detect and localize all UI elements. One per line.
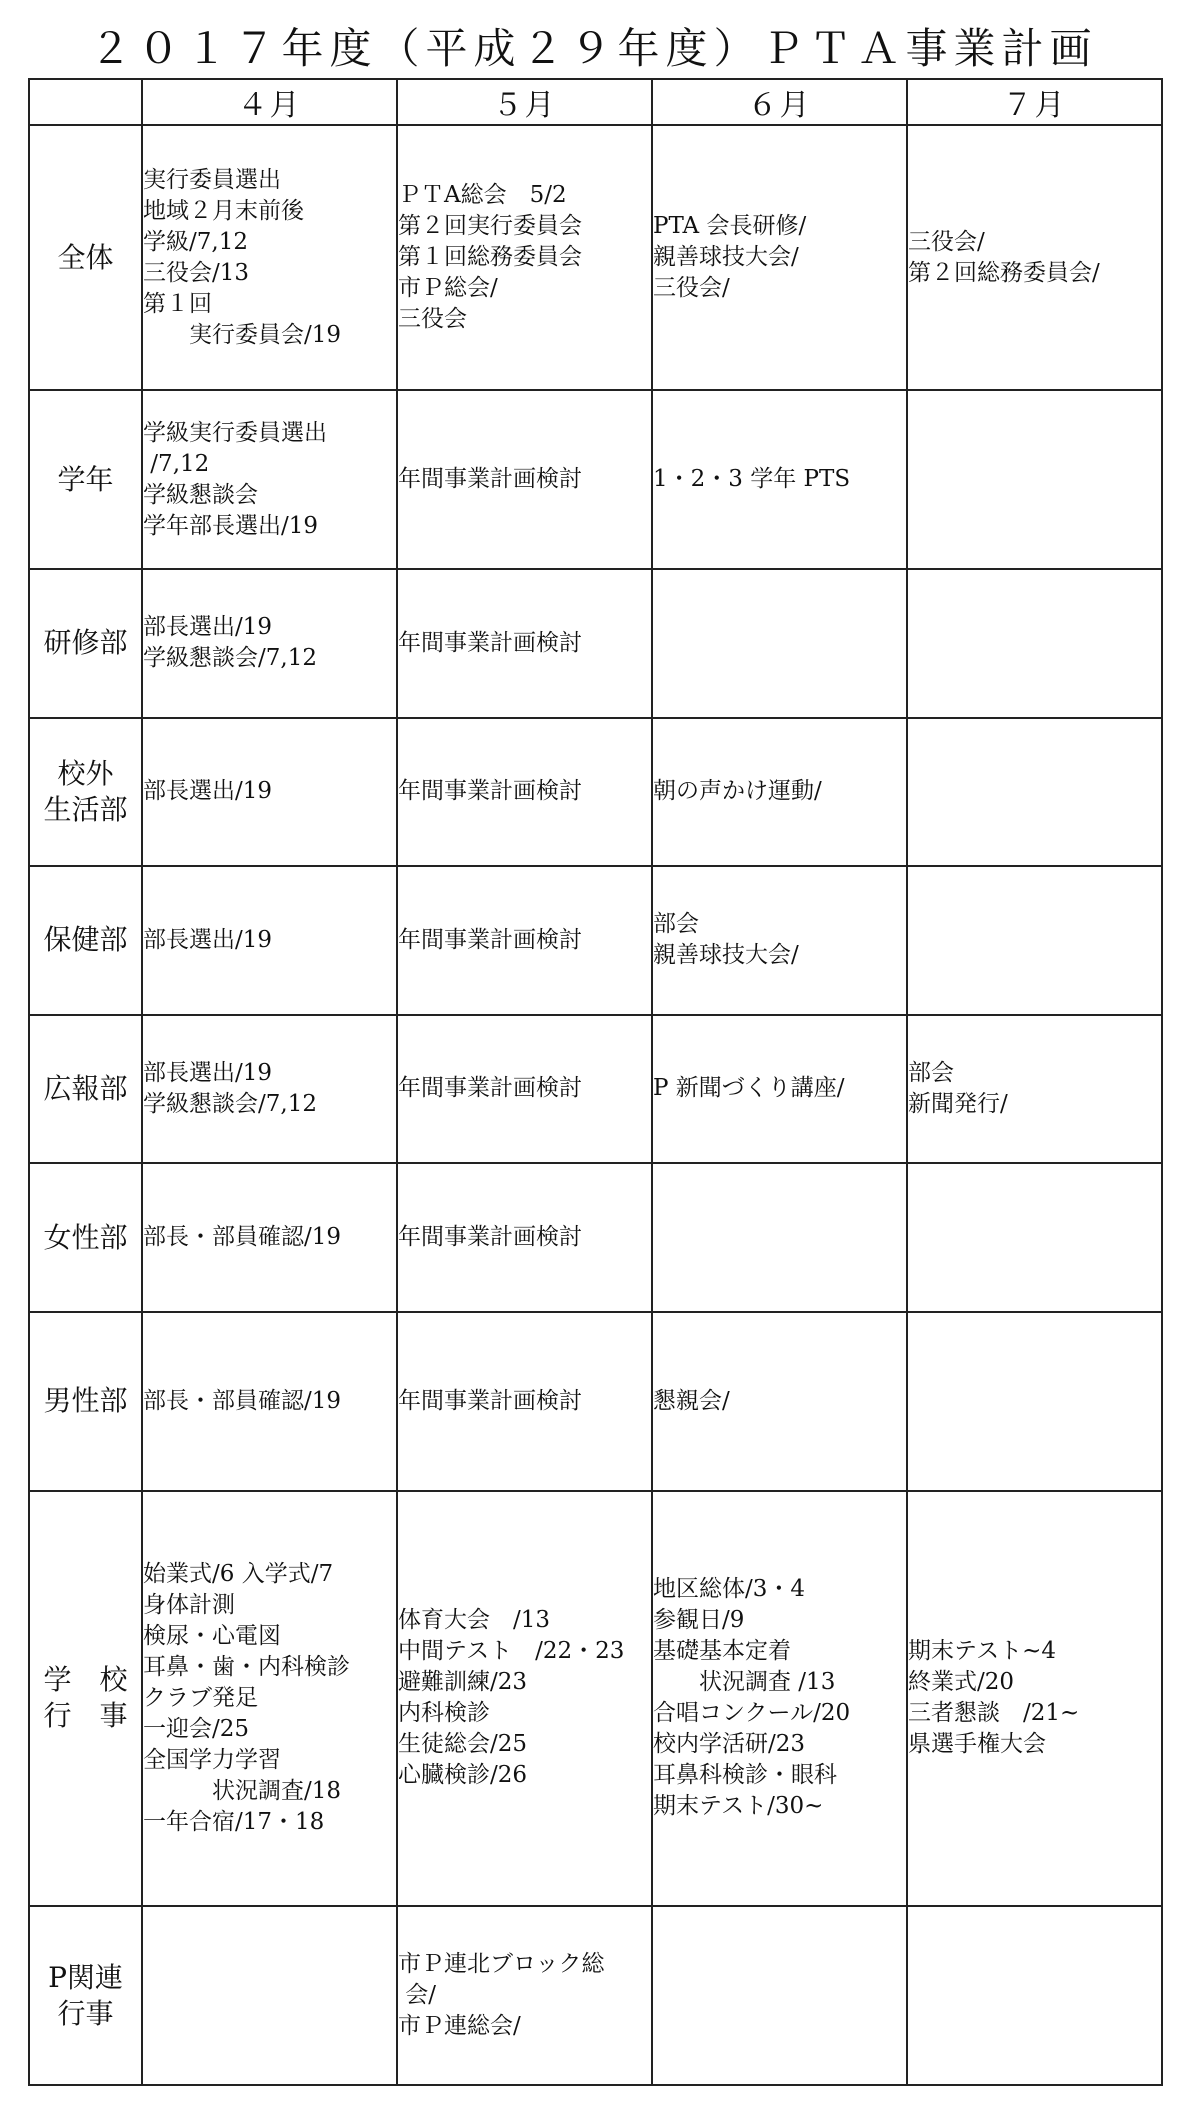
plan-cell-line: 検尿・心電図	[143, 1622, 281, 1649]
plan-cell-line: 三役会/13	[143, 259, 250, 286]
row-danseibu	[29, 1312, 1162, 1491]
plan-cell-line: 地区総体/3・4	[653, 1576, 806, 1603]
row-label	[29, 718, 142, 867]
plan-cell-line: 年間事業計画検討	[398, 778, 582, 805]
plan-cell-line: 市Ｐ総会/	[398, 275, 498, 302]
row-label-line: 研修部	[43, 626, 128, 660]
row-label	[29, 1491, 142, 1907]
plan-cell-line: /7,12	[143, 450, 210, 477]
plan-cell-line: 基礎基本定着	[653, 1638, 791, 1665]
plan-cell	[142, 1015, 397, 1164]
plan-cell	[397, 1312, 652, 1491]
plan-cell	[142, 1906, 397, 2085]
month-header: ５月	[397, 79, 652, 125]
plan-cell-line: 学級懇談会/7,12	[143, 645, 317, 672]
plan-cell-line: 期末テスト~4	[908, 1638, 1056, 1665]
plan-cell-line: 部会	[908, 1059, 954, 1086]
plan-cell-line: 年間事業計画検討	[398, 466, 582, 493]
plan-cell-line: 生徒総会/25	[398, 1731, 528, 1758]
plan-cell	[652, 1906, 907, 2085]
plan-cell-line: 状況調査 /13	[653, 1669, 836, 1696]
plan-cell-line: 県選手権大会	[908, 1731, 1046, 1758]
plan-cell-line: 市Ｐ連総会/	[398, 2013, 521, 2040]
row-label-line: 学年	[57, 462, 114, 496]
plan-cell-line: 会/	[398, 1982, 437, 2009]
plan-cell	[907, 1015, 1162, 1164]
plan-cell	[907, 390, 1162, 569]
plan-cell-line: 参観日/9	[653, 1607, 745, 1634]
plan-cell-line: 地域２月末前後	[143, 197, 304, 224]
plan-cell	[397, 390, 652, 569]
row-label-line: P関連	[48, 1960, 123, 1994]
plan-cell-line: 第２回総務委員会/	[908, 259, 1100, 286]
row-hokenbu	[29, 866, 1162, 1015]
header-corner	[29, 79, 142, 125]
row-label-line: 全体	[57, 240, 114, 274]
plan-cell-line: 部長・部員確認/19	[143, 1224, 342, 1251]
row-p-kanren-gyouji	[29, 1906, 1162, 2085]
plan-cell-line: 一迎会/25	[143, 1715, 250, 1742]
month-header: ７月	[907, 79, 1162, 125]
plan-cell-line: 学級実行委員選出	[143, 419, 327, 446]
plan-cell-line: 年間事業計画検討	[398, 1075, 582, 1102]
plan-cell-line: 学級懇談会	[143, 481, 258, 508]
row-label-line: 男性部	[43, 1384, 128, 1418]
plan-cell-line: 第１回総務委員会	[398, 244, 582, 271]
plan-cell-line: 年間事業計画検討	[398, 1387, 582, 1414]
row-label	[29, 1163, 142, 1312]
plan-cell-line: 部長選出/19	[143, 614, 273, 641]
row-joseibu	[29, 1163, 1162, 1312]
plan-cell	[397, 866, 652, 1015]
plan-cell-line: 年間事業計画検討	[398, 629, 582, 656]
row-label-line: 行 事	[43, 1699, 128, 1733]
plan-cell	[907, 1491, 1162, 1907]
plan-cell	[652, 125, 907, 390]
page-title: ２０１７年度（平成２９年度）ＰＴＡ事業計画	[89, 24, 1098, 73]
plan-cell-line: 三者懇談 /21~	[908, 1700, 1080, 1727]
row-label-line: 学 校	[43, 1663, 128, 1697]
plan-cell-line: 一年合宿/17・18	[143, 1808, 325, 1835]
row-label	[29, 1906, 142, 2085]
plan-cell	[397, 1906, 652, 2085]
plan-cell-line: 第１回	[143, 290, 212, 317]
plan-cell-line: 全国学力学習	[143, 1746, 281, 1773]
month-header: ４月	[142, 79, 397, 125]
plan-cell-line: 親善球技大会/	[653, 244, 799, 271]
row-label	[29, 125, 142, 390]
plan-cell-line: 朝の声かけ運動/	[653, 778, 822, 805]
plan-cell	[397, 569, 652, 718]
plan-cell-line: 部会	[653, 911, 699, 938]
plan-cell	[652, 1163, 907, 1312]
plan-cell-line: 三役会	[398, 306, 467, 333]
plan-cell-line: 学級/7,12	[143, 228, 248, 255]
plan-cell-line: 学年部長選出/19	[143, 512, 319, 539]
plan-cell	[652, 1015, 907, 1164]
plan-cell-line: 耳鼻・歯・内科検診	[143, 1653, 350, 1680]
plan-cell-line: 実行委員選出	[143, 166, 281, 193]
plan-cell	[652, 390, 907, 569]
plan-cell	[397, 718, 652, 867]
plan-cell	[397, 125, 652, 390]
plan-cell-line: 第２回実行委員会	[398, 213, 582, 240]
plan-cell-line: 内科検診	[398, 1700, 490, 1727]
plan-cell-line: P 新聞づくり講座/	[653, 1075, 845, 1102]
plan-cell	[907, 569, 1162, 718]
row-gakunen	[29, 390, 1162, 569]
plan-cell-line: 心臓検診/26	[398, 1762, 528, 1789]
plan-cell	[142, 125, 397, 390]
plan-cell-line: 耳鼻科検診・眼科	[653, 1762, 837, 1789]
plan-cell-line: 実行委員会/19	[143, 321, 342, 348]
plan-cell-line: 身体計測	[143, 1591, 235, 1618]
plan-cell-line: 部長選出/19	[143, 926, 273, 953]
plan-cell	[907, 866, 1162, 1015]
plan-cell	[652, 569, 907, 718]
plan-cell-line: 期末テスト/30~	[653, 1793, 824, 1820]
row-label	[29, 866, 142, 1015]
plan-cell	[397, 1015, 652, 1164]
plan-cell-line: 部長選出/19	[143, 778, 273, 805]
row-kougai-seikatsubu	[29, 718, 1162, 867]
plan-cell	[142, 1312, 397, 1491]
plan-cell-line: ＰＴA総会 5/2	[398, 182, 567, 209]
plan-cell-line: 中間テスト /22・23	[398, 1638, 625, 1665]
plan-cell-line: 年間事業計画検討	[398, 1224, 582, 1251]
plan-cell-line: 終業式/20	[908, 1669, 1015, 1696]
plan-cell-line: 合唱コンクール/20	[653, 1700, 851, 1727]
plan-cell-line: 校内学活研/23	[653, 1731, 806, 1758]
row-label-line: 校外	[57, 756, 114, 790]
plan-cell	[142, 1491, 397, 1907]
plan-cell-line: 親善球技大会/	[653, 942, 799, 969]
plan-cell-line: 三役会/	[653, 275, 730, 302]
row-label-line: 女性部	[43, 1220, 128, 1254]
plan-cell-line: PTA 会長研修/	[653, 213, 807, 240]
plan-cell	[142, 866, 397, 1015]
row-kouhoubu	[29, 1015, 1162, 1164]
plan-cell-line: 避難訓練/23	[398, 1669, 528, 1696]
plan-cell-line: 部長・部員確認/19	[143, 1387, 342, 1414]
plan-cell	[652, 718, 907, 867]
plan-cell-line: 学級懇談会/7,12	[143, 1090, 317, 1117]
row-label	[29, 390, 142, 569]
plan-cell	[652, 1491, 907, 1907]
plan-table	[28, 78, 1163, 2086]
plan-cell	[907, 1163, 1162, 1312]
plan-cell-line: 部長選出/19	[143, 1059, 273, 1086]
plan-cell-line: 新聞発行/	[908, 1090, 1008, 1117]
plan-cell-line: 1・2・3 学年 PTS	[653, 466, 851, 493]
plan-cell-line: 体育大会 /13	[398, 1607, 551, 1634]
plan-cell	[397, 1491, 652, 1907]
row-label	[29, 569, 142, 718]
plan-cell	[397, 1163, 652, 1312]
row-label-line: 生活部	[43, 792, 128, 826]
plan-cell-line: 三役会/	[908, 228, 985, 255]
plan-cell-line: クラブ発足	[143, 1684, 258, 1711]
plan-cell	[142, 569, 397, 718]
plan-cell	[907, 1312, 1162, 1491]
row-label-line: 行事	[57, 1996, 114, 2030]
plan-cell	[142, 1163, 397, 1312]
row-zentai	[29, 125, 1162, 390]
plan-cell	[907, 1906, 1162, 2085]
row-label	[29, 1312, 142, 1491]
month-header: ６月	[652, 79, 907, 125]
plan-cell	[907, 125, 1162, 390]
row-gakkou-gyouji	[29, 1491, 1162, 1907]
plan-cell-line: 年間事業計画検討	[398, 926, 582, 953]
plan-cell-line: 状況調査/18	[143, 1777, 342, 1804]
plan-cell	[652, 1312, 907, 1491]
header-row	[29, 79, 1162, 125]
row-label-line: 広報部	[43, 1071, 128, 1105]
row-kenshubu	[29, 569, 1162, 718]
plan-cell-line: 市Ｐ連北ブロック総	[398, 1951, 605, 1978]
row-label	[29, 1015, 142, 1164]
row-label-line: 保健部	[43, 923, 128, 957]
plan-cell	[142, 718, 397, 867]
plan-cell	[142, 390, 397, 569]
plan-cell	[652, 866, 907, 1015]
plan-cell-line: 懇親会/	[653, 1387, 730, 1414]
plan-cell	[907, 718, 1162, 867]
plan-cell-line: 始業式/6 入学式/7	[143, 1560, 334, 1587]
